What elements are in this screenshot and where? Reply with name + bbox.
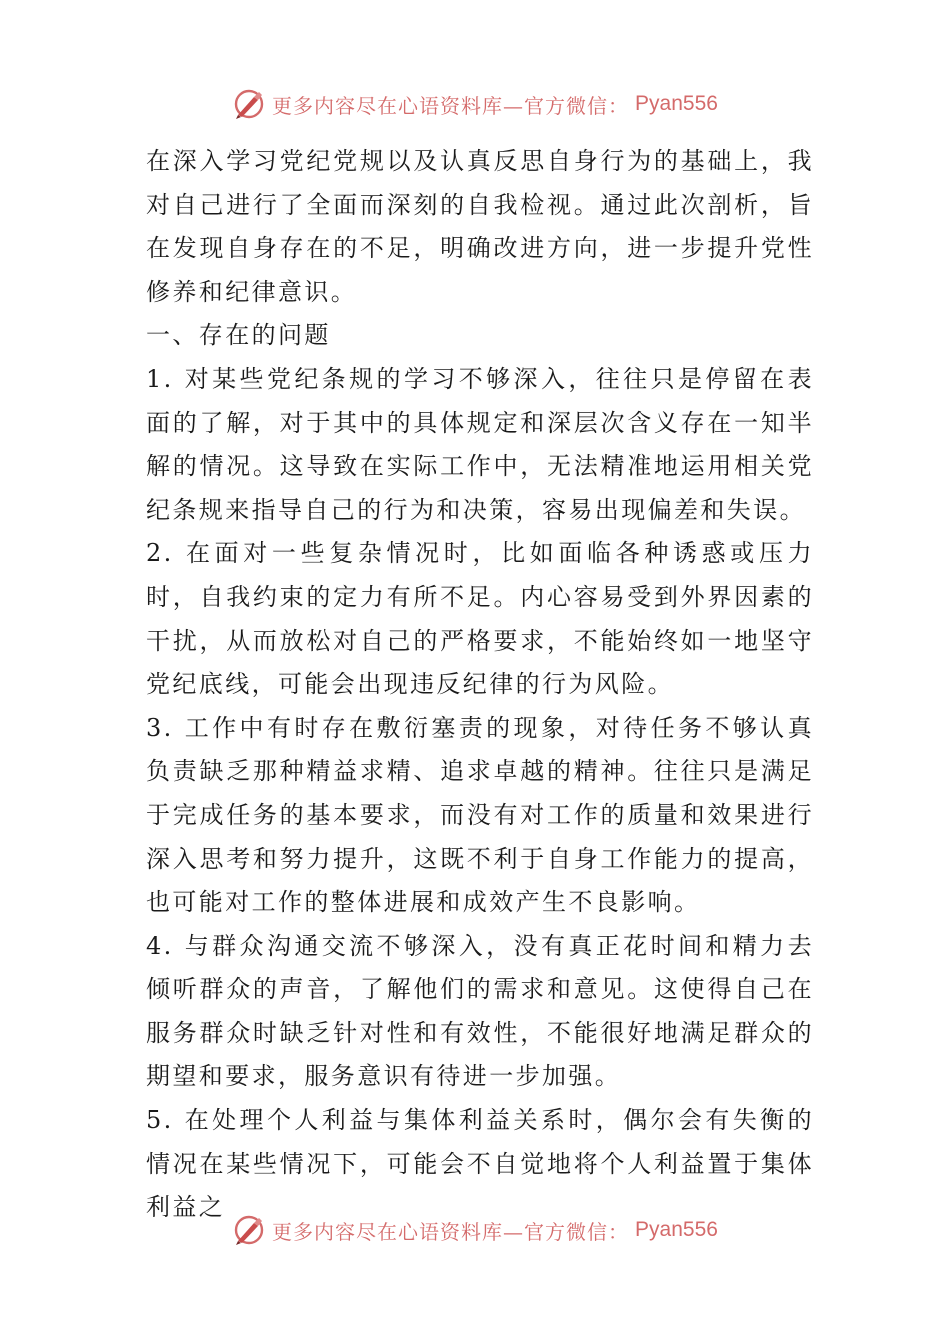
section-heading-problems: 一、存在的问题 — [146, 321, 331, 350]
problem-item-4: 4. 与群众沟通交流不够深入，没有真正花时间和精力去倾听群众的声音，了解他们的需求和意见。这使得自己在服务群众时缺乏针对性和有效性，不能很好地满足群众的期望和要求，服务意识有待进一步加强。 — [146, 931, 814, 1091]
watermark-wechat-id: Pyan556 — [635, 1218, 718, 1241]
pen-logo-icon — [232, 1213, 266, 1247]
pen-logo-icon — [232, 87, 266, 121]
footer-watermark — [0, 1210, 950, 1250]
document-body — [146, 140, 814, 1230]
watermark-wechat-id: Pyan556 — [635, 92, 718, 115]
problem-item-1: 1. 对某些党纪条规的学习不够深入，往往只是停留在表面的了解，对于其中的具体规定和深层次含义存在一知半解的情况。这导致在实际工作中，无法精准地运用相关党纪条规来指导自己的行为和决策，容易出现偏差和失误。 — [146, 364, 814, 524]
header-watermark — [0, 84, 950, 124]
intro-paragraph: 在深入学习党纪党规以及认真反思自身行为的基础上，我对自己进行了全面而深刻的自我检视。通过此次剖析，旨在发现自身存在的不足，明确改进方向，进一步提升党性修养和纪律意识。 — [146, 147, 814, 306]
problem-item-2: 2. 在面对一些复杂情况时，比如面临各种诱惑或压力时，自我约束的定力有所不足。内心容易受到外界因素的干扰，从而放松对自己的严格要求，不能始终如一地坚守党纪底线，可能会出现违反纪律的行为风险。 — [146, 539, 814, 699]
watermark-text: 更多内容尽在心语资料库—官方微信： — [272, 1219, 630, 1244]
watermark-text: 更多内容尽在心语资料库—官方微信： — [272, 93, 630, 118]
problem-item-3: 3. 工作中有时存在敷衍塞责的现象，对待任务不够认真负责缺乏那种精益求精、追求卓越的精神。往往只是满足于完成任务的基本要求，而没有对工作的质量和效果进行深入思考和努力提升，这既不利于自身工作能力的提高，也可能对工作的整体进展和成效产生不良影响。 — [146, 713, 814, 917]
problem-item-5: 5. 在处理个人利益与集体利益关系时，偶尔会有失衡的情况在某些情况下，可能会不自觉地将个人利益置于集体利益之 — [146, 1106, 814, 1222]
